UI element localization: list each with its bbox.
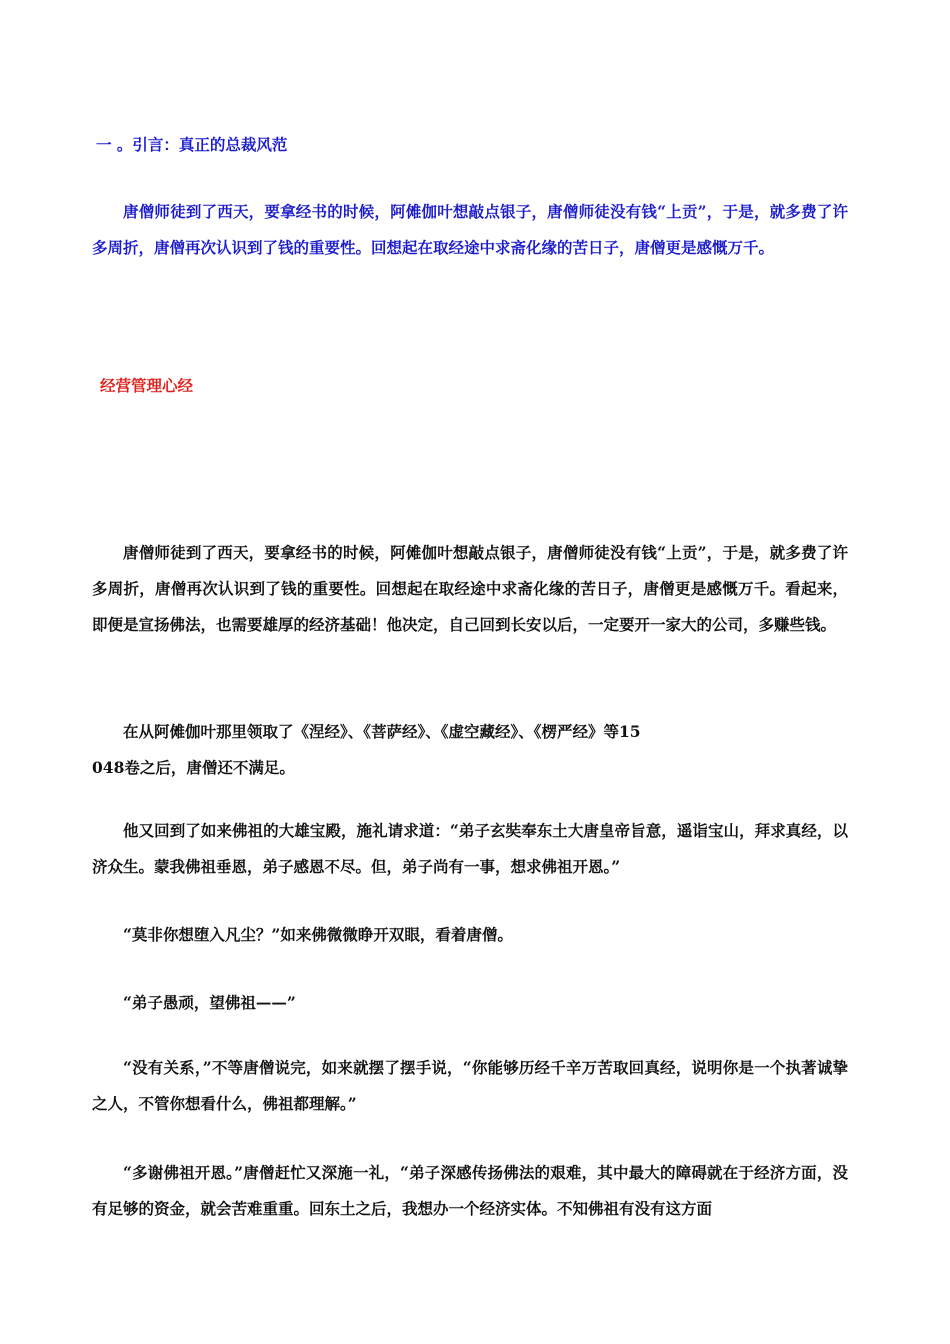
intro-heading: 一 。引言：真正的总裁风范: [96, 135, 288, 154]
body-paragraph-2-line-1: 在从阿傩伽叶那里领取了《涅经》、《菩萨经》、《虚空藏经》、《楞严经》等15: [123, 722, 641, 741]
body-paragraph-6: “没有关系，”不等唐僧说完，如来就摆了摆手说，“你能够历经千辛万苦取回真经，说明你是一个执著诚挚之人，不管你想看什么，佛祖都理解。”: [92, 1058, 848, 1113]
body-paragraph-7: “多谢佛祖开恩。”唐僧赶忙又深施一礼，“弟子深感传扬佛法的艰难，其中最大的障碍就在于经济方面，没有足够的资金，就会苦难重重。回东土之后，我想办一个经济实体。不知佛祖有没有这方面: [92, 1163, 848, 1218]
body-paragraph-1: 唐僧师徒到了西天，要拿经书的时候，阿傩伽叶想敲点银子，唐僧师徒没有钱“上贡”，于是，就多费了许多周折，唐僧再次认识到了钱的重要性。回想起在取经途中求斋化缘的苦日子，唐僧更是感慨万千。看起来，即便是宣扬佛法，也需要雄厚的经济基础！他决定，自己回到长安以后，一定要开一家大的公司，多赚些钱。: [92, 543, 848, 634]
intro-paragraph: 唐僧师徒到了西天，要拿经书的时候，阿傩伽叶想敲点银子，唐僧师徒没有钱“上贡”，于是，就多费了许多周折，唐僧再次认识到了钱的重要性。回想起在取经途中求斋化缘的苦日子，唐僧更是感慨万千。: [92, 202, 848, 257]
body-paragraph-3: 他又回到了如来佛祖的大雄宝殿，施礼请求道：“弟子玄奘奉东土大唐皇帝旨意，遥诣宝山，拜求真经，以济众生。蒙我佛祖垂恩，弟子感恩不尽。但，弟子尚有一事，想求佛祖开恩。”: [92, 821, 848, 876]
body-paragraph-5: “弟子愚顽，望佛祖——”: [123, 993, 296, 1012]
body-paragraph-2-line-2: 048卷之后，唐僧还不满足。: [92, 758, 295, 777]
section-heading: 经营管理心经: [100, 376, 194, 395]
body-paragraph-2: [92, 714, 848, 786]
body-paragraph-4: “莫非你想堕入凡尘？”如来佛微微睁开双眼，看着唐僧。: [123, 925, 513, 944]
